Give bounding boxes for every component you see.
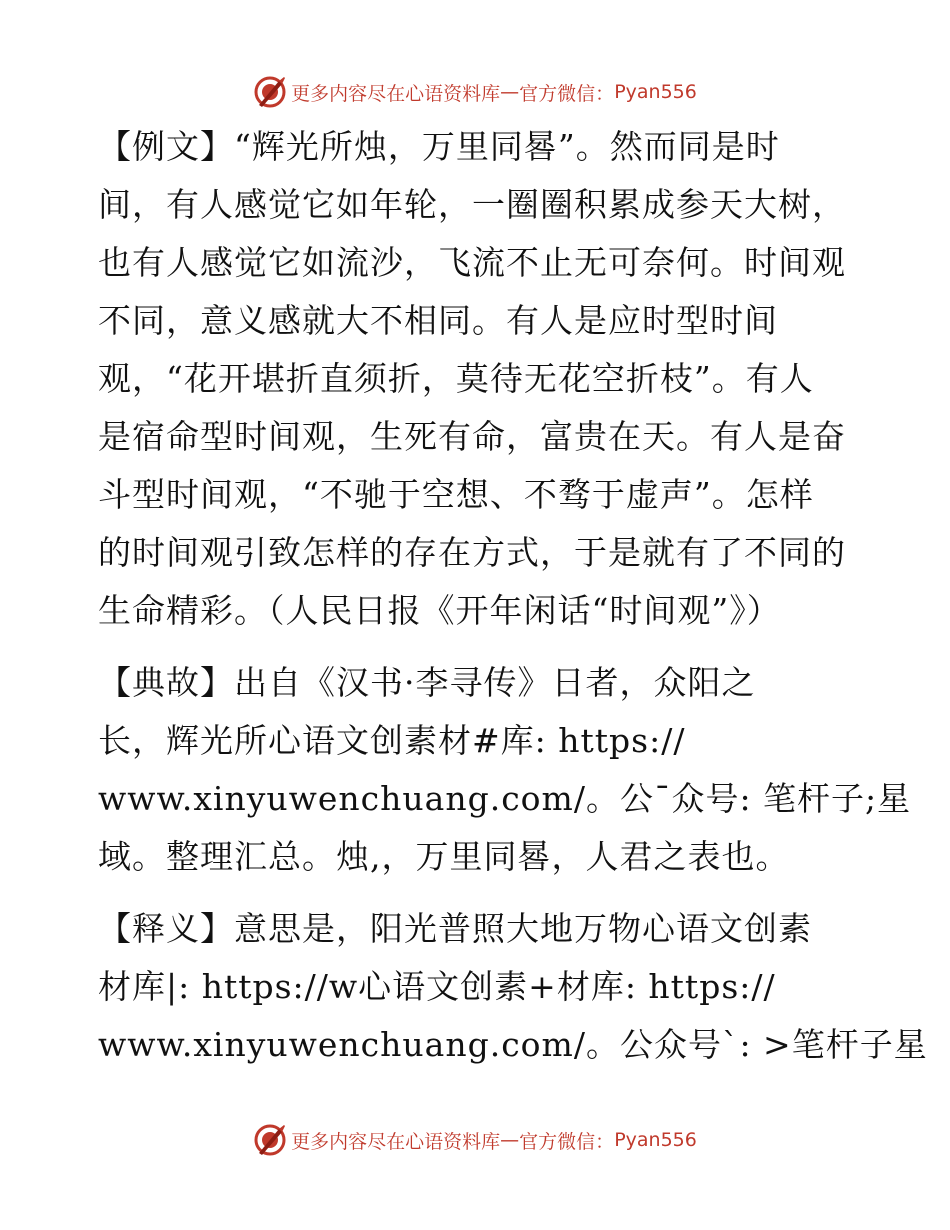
text-line: www.xinyuwenchuang.com/。公¯众号: 笔杆子;星: [98, 779, 912, 818]
text-line: 材库|: https://w心语文创素+材库: https://: [98, 967, 776, 1006]
text-line: 【释义】意思是，阳光普照大地万物心语文创素: [98, 909, 812, 948]
text-line: 观，“花开堪折直须折，莫待无花空折枝”。有人: [98, 359, 814, 398]
text-line: www.xinyuwenchuang.com/。公众号`: >笔杆子星: [98, 1025, 928, 1064]
header-wechat-label: 官方微信：: [519, 82, 615, 105]
text-line: 不同，意义感就大不相同。有人是应时型时间: [98, 301, 778, 340]
text-line: 域。整理汇总。烛,，万里同晷，人君之表也。: [98, 837, 790, 876]
document-body: [98, 118, 928, 1074]
pen-logo-icon: [253, 1123, 287, 1157]
footer-banner: [0, 1120, 950, 1160]
footer-wechat-label: 官方微信：: [519, 1130, 615, 1153]
text-line: 长，辉光所心语文创素材#库: https://: [98, 721, 686, 760]
text-line: 也有人感觉它如流沙，飞流不止无可奈何。时间观: [98, 243, 846, 282]
text-line: 是宿命型时间观，生死有命，富贵在天。有人是奋: [98, 417, 846, 456]
footer-separator: —: [500, 1129, 520, 1151]
text-line: 斗型时间观，“不驰于空想、不骛于虚声”。怎样: [98, 475, 814, 514]
text-line: 的时间观引致怎样的存在方式，于是就有了不同的: [98, 533, 846, 572]
header-wechat-id: Pyan556: [614, 81, 697, 103]
header-separator: —: [500, 81, 520, 103]
footer-wechat-id: Pyan556: [614, 1129, 697, 1151]
text-line: 【例文】“辉光所烛，万里同晷”。然而同是时: [98, 127, 780, 166]
header-text: 更多内容尽在心语资料库: [291, 82, 501, 105]
pen-logo-icon: [253, 75, 287, 109]
header-banner: [0, 72, 950, 112]
paragraph-allusion: [98, 654, 912, 886]
text-line: 间，有人感觉它如年轮，一圈圈积累成参天大树，: [98, 185, 846, 224]
paragraph-meaning: [98, 900, 928, 1074]
paragraph-example: [98, 118, 858, 640]
text-line: 生命精彩。（人民日报《开年闲话“时间观”》）: [98, 591, 781, 630]
text-line: 【典故】出自《汉书·李寻传》日者，众阳之: [98, 663, 756, 702]
footer-text: 更多内容尽在心语资料库: [291, 1130, 501, 1153]
